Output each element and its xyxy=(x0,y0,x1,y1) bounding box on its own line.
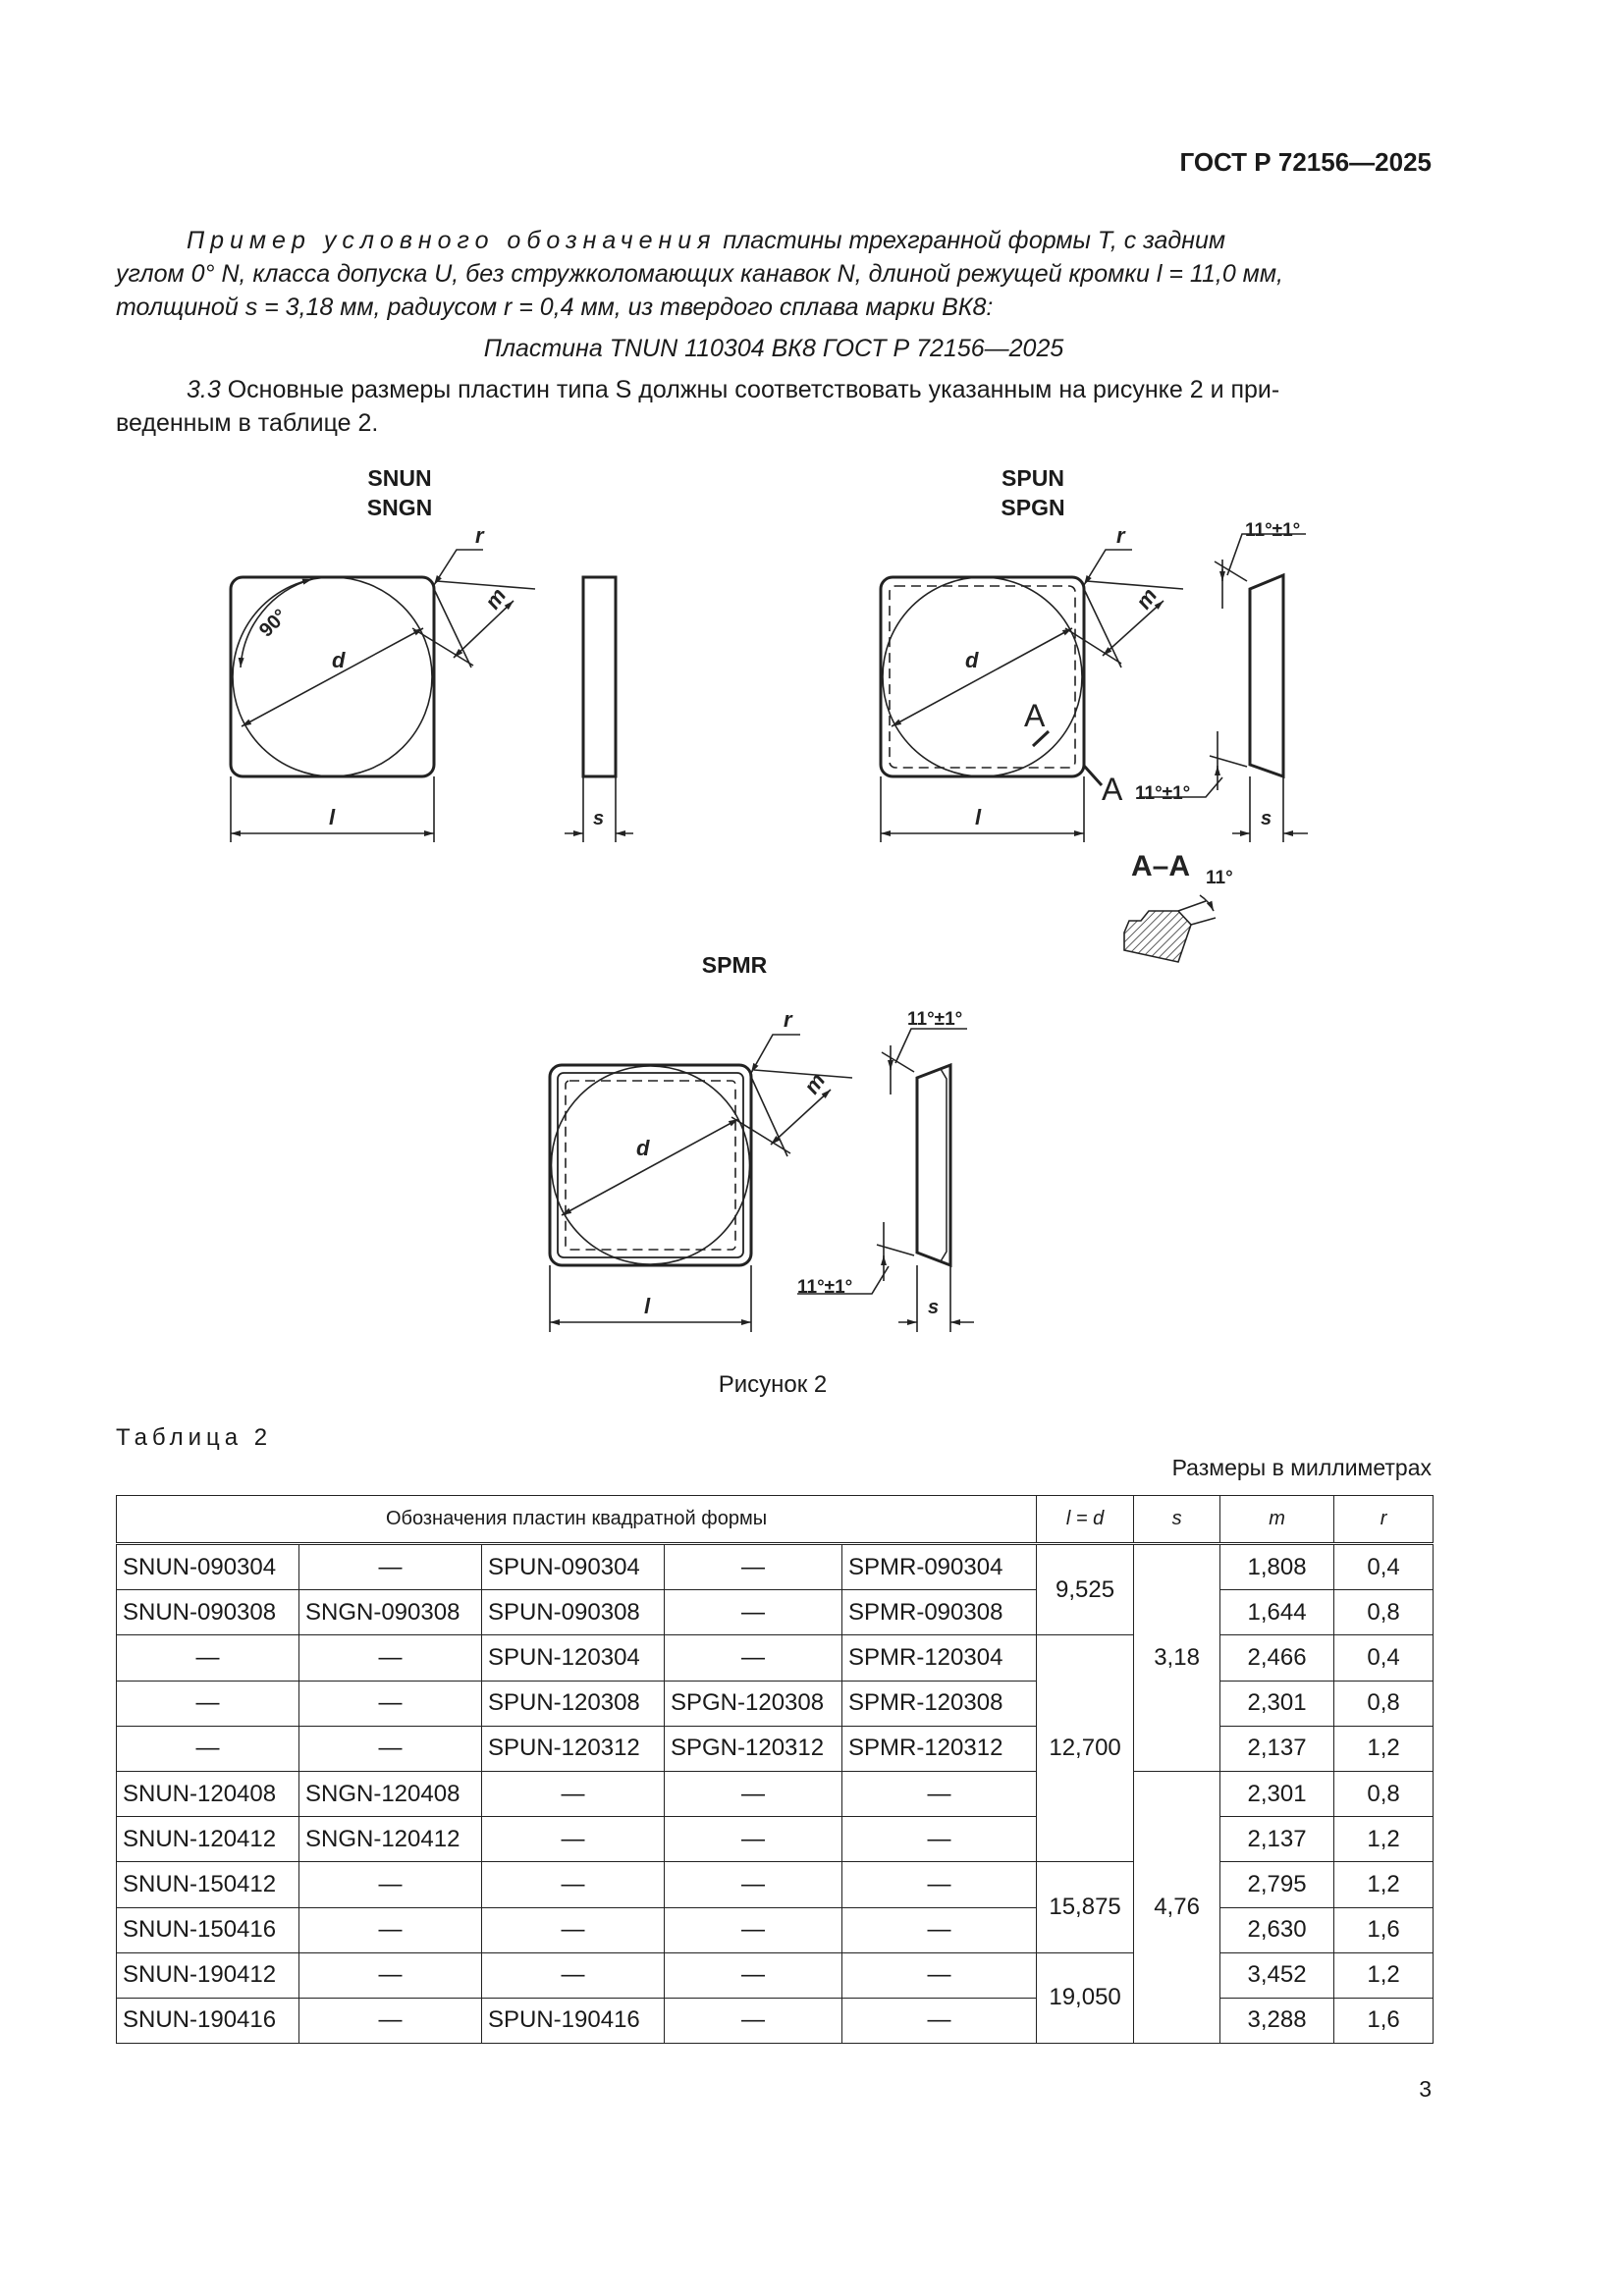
standard-header: ГОСТ Р 72156—2025 xyxy=(1179,147,1432,177)
cell-ld: 15,875 xyxy=(1037,1862,1134,1952)
dim-s-2: s xyxy=(1261,808,1272,829)
cell: — xyxy=(842,1952,1037,1998)
cell: — xyxy=(842,1998,1037,2043)
cell: — xyxy=(299,1681,482,1726)
cell-m: 2,137 xyxy=(1220,1726,1334,1771)
label-spun: SPUN xyxy=(1001,465,1064,491)
cell: — xyxy=(842,1862,1037,1907)
example-line3: толщиной s = 3,18 мм, радиусом r = 0,4 мм, из твердого сплава марки ВК8: xyxy=(116,294,994,321)
table-row xyxy=(117,1590,1434,1635)
dim-angle-bottom-3: 11°±1° xyxy=(797,1277,853,1298)
cell-ld: 12,700 xyxy=(1037,1635,1134,1862)
section-mark-a-top: A xyxy=(1024,698,1046,733)
cell: SNUN-190412 xyxy=(117,1952,299,1998)
cell-m: 2,795 xyxy=(1220,1862,1334,1907)
cell: SPUN-120304 xyxy=(482,1635,665,1681)
cell: — xyxy=(665,1998,842,2043)
cell: — xyxy=(665,1952,842,1998)
cell-r: 1,6 xyxy=(1334,1998,1434,2043)
cell: — xyxy=(665,1771,842,1816)
table-row xyxy=(117,1726,1434,1771)
label-spgn: SPGN xyxy=(1001,495,1065,520)
cell: SPMR-120308 xyxy=(842,1681,1037,1726)
dim-m-3: m xyxy=(798,1068,831,1098)
cell-m: 1,644 xyxy=(1220,1590,1334,1635)
cell-m: 1,808 xyxy=(1220,1544,1334,1590)
cell-r: 0,8 xyxy=(1334,1590,1434,1635)
dim-r: r xyxy=(475,523,484,548)
cell: SNUN-190416 xyxy=(117,1998,299,2043)
cell: SPGN-120312 xyxy=(665,1726,842,1771)
cell: — xyxy=(665,1590,842,1635)
table-row xyxy=(117,1998,1434,2043)
table-row xyxy=(117,1817,1434,1862)
cell: — xyxy=(842,1817,1037,1862)
cell: — xyxy=(482,1952,665,1998)
section-title: A–A xyxy=(1131,850,1191,882)
cell: — xyxy=(299,1635,482,1681)
cell: — xyxy=(482,1907,665,1952)
cell-r: 1,2 xyxy=(1334,1726,1434,1771)
figure-label-spmr: SPMR xyxy=(701,952,768,978)
cell-r: 1,2 xyxy=(1334,1817,1434,1862)
dim-angle-90: 90° xyxy=(254,605,292,642)
table-units: Размеры в миллиметрах xyxy=(1171,1455,1432,1480)
cell-ld: 9,525 xyxy=(1037,1544,1134,1635)
cell: SNGN-120408 xyxy=(299,1771,482,1816)
cell: — xyxy=(842,1907,1037,1952)
cell: SPUN-190416 xyxy=(482,1998,665,2043)
example-lead: Пример условного обозначения xyxy=(187,227,717,254)
header-ld: l = d xyxy=(1037,1496,1134,1544)
section-mark-a-bottom: A xyxy=(1102,772,1123,807)
cell-m: 2,466 xyxy=(1220,1635,1334,1681)
table-row xyxy=(117,1952,1434,1998)
cell: SPUN-090308 xyxy=(482,1590,665,1635)
cell: SNUN-090304 xyxy=(117,1544,299,1590)
cell: — xyxy=(665,1817,842,1862)
cell: SNUN-120412 xyxy=(117,1817,299,1862)
cell-r: 0,8 xyxy=(1334,1681,1434,1726)
cell: — xyxy=(299,1998,482,2043)
cell: SNGN-120412 xyxy=(299,1817,482,1862)
clause-line1: Основные размеры пластин типа S должны соответствовать указанным на рисунке 2 и при- xyxy=(220,376,1280,403)
cell-r: 1,2 xyxy=(1334,1862,1434,1907)
cell: — xyxy=(117,1635,299,1681)
dim-l: l xyxy=(329,805,336,829)
cell: — xyxy=(665,1907,842,1952)
cell: SPMR-090308 xyxy=(842,1590,1037,1635)
table-header-row xyxy=(117,1496,1434,1544)
cell: SPMR-120312 xyxy=(842,1726,1037,1771)
label-sngn: SNGN xyxy=(366,495,433,520)
dim-d-3: d xyxy=(636,1136,650,1160)
cell-r: 1,6 xyxy=(1334,1907,1434,1952)
table-row xyxy=(117,1681,1434,1726)
example-designation: Пластина TNUN 110304 ВК8 ГОСТ Р 72156—2025 xyxy=(483,335,1064,362)
dim-angle-bottom-2: 11°±1° xyxy=(1135,783,1191,804)
cell-m: 3,452 xyxy=(1220,1952,1334,1998)
cell: SPUN-090304 xyxy=(482,1544,665,1590)
header-r: r xyxy=(1334,1496,1434,1544)
cell: SNGN-090308 xyxy=(299,1590,482,1635)
cell-m: 2,137 xyxy=(1220,1817,1334,1862)
dim-l-2: l xyxy=(975,805,982,829)
cell: SPUN-120308 xyxy=(482,1681,665,1726)
cell-s: 3,18 xyxy=(1134,1544,1220,1772)
header-designations: Обозначения пластин квадратной формы xyxy=(117,1496,1037,1544)
table-row xyxy=(117,1771,1434,1816)
header-s: s xyxy=(1134,1496,1220,1544)
cell-m: 2,301 xyxy=(1220,1771,1334,1816)
page-number: 3 xyxy=(1419,2076,1432,2102)
snun-side-view xyxy=(565,577,633,842)
table-row xyxy=(117,1544,1434,1590)
cell: — xyxy=(482,1817,665,1862)
cell: — xyxy=(299,1544,482,1590)
dim-d: d xyxy=(332,648,346,672)
cell: — xyxy=(299,1907,482,1952)
cell-r: 0,4 xyxy=(1334,1544,1434,1590)
table-row xyxy=(117,1862,1434,1907)
cell: SNUN-150412 xyxy=(117,1862,299,1907)
cell: — xyxy=(117,1726,299,1771)
dim-angle-top-3: 11°±1° xyxy=(907,1009,963,1030)
section-a-a xyxy=(1124,895,1216,962)
dim-r-2: r xyxy=(1116,523,1125,548)
cell-r: 0,8 xyxy=(1334,1771,1434,1816)
cell: — xyxy=(665,1635,842,1681)
cell-r: 1,2 xyxy=(1334,1952,1434,1998)
dim-angle-11: 11° xyxy=(1206,868,1233,888)
cell: — xyxy=(482,1862,665,1907)
cell: SPMR-090304 xyxy=(842,1544,1037,1590)
cell: — xyxy=(665,1544,842,1590)
table-row xyxy=(117,1907,1434,1952)
cell: SNUN-090308 xyxy=(117,1590,299,1635)
example-line1: пластины трехгранной формы T, с задним xyxy=(716,227,1226,254)
dim-angle-top-2: 11°±1° xyxy=(1245,520,1301,541)
cell: — xyxy=(842,1771,1037,1816)
cell-m: 3,288 xyxy=(1220,1998,1334,2043)
figure-caption: Рисунок 2 xyxy=(718,1371,828,1398)
clause-number: 3.3 xyxy=(187,376,221,403)
cell: — xyxy=(299,1952,482,1998)
cell: SPUN-120312 xyxy=(482,1726,665,1771)
dimensions-table xyxy=(116,1495,1434,2044)
cell: — xyxy=(117,1681,299,1726)
cell-ld: 19,050 xyxy=(1037,1952,1134,2043)
dim-s: s xyxy=(593,808,605,829)
cell: — xyxy=(299,1726,482,1771)
table-title: Таблица 2 xyxy=(116,1424,273,1451)
cell: SNUN-150416 xyxy=(117,1907,299,1952)
dim-d-2: d xyxy=(965,648,979,672)
label-snun: SNUN xyxy=(367,465,432,491)
cell-m: 2,630 xyxy=(1220,1907,1334,1952)
header-m: m xyxy=(1220,1496,1334,1544)
example-line2: углом 0° N, класса допуска U, без стружколомающих канавок N, длиной режущей кромки l = 11,0 мм, xyxy=(116,260,1283,288)
cell-s: 4,76 xyxy=(1134,1771,1220,2043)
dim-m: m xyxy=(479,583,512,614)
cell-m: 2,301 xyxy=(1220,1681,1334,1726)
dim-m-2: m xyxy=(1130,583,1163,614)
cell: — xyxy=(665,1862,842,1907)
dim-l-3: l xyxy=(644,1294,651,1318)
cell-r: 0,4 xyxy=(1334,1635,1434,1681)
cell: — xyxy=(482,1771,665,1816)
table-row xyxy=(117,1635,1434,1681)
cell: SNUN-120408 xyxy=(117,1771,299,1816)
clause-line2: веденным в таблице 2. xyxy=(116,409,379,437)
cell: SPGN-120308 xyxy=(665,1681,842,1726)
dim-s-3: s xyxy=(928,1297,940,1318)
dim-r-3: r xyxy=(784,1007,792,1032)
cell: SPMR-120304 xyxy=(842,1635,1037,1681)
cell: — xyxy=(299,1862,482,1907)
